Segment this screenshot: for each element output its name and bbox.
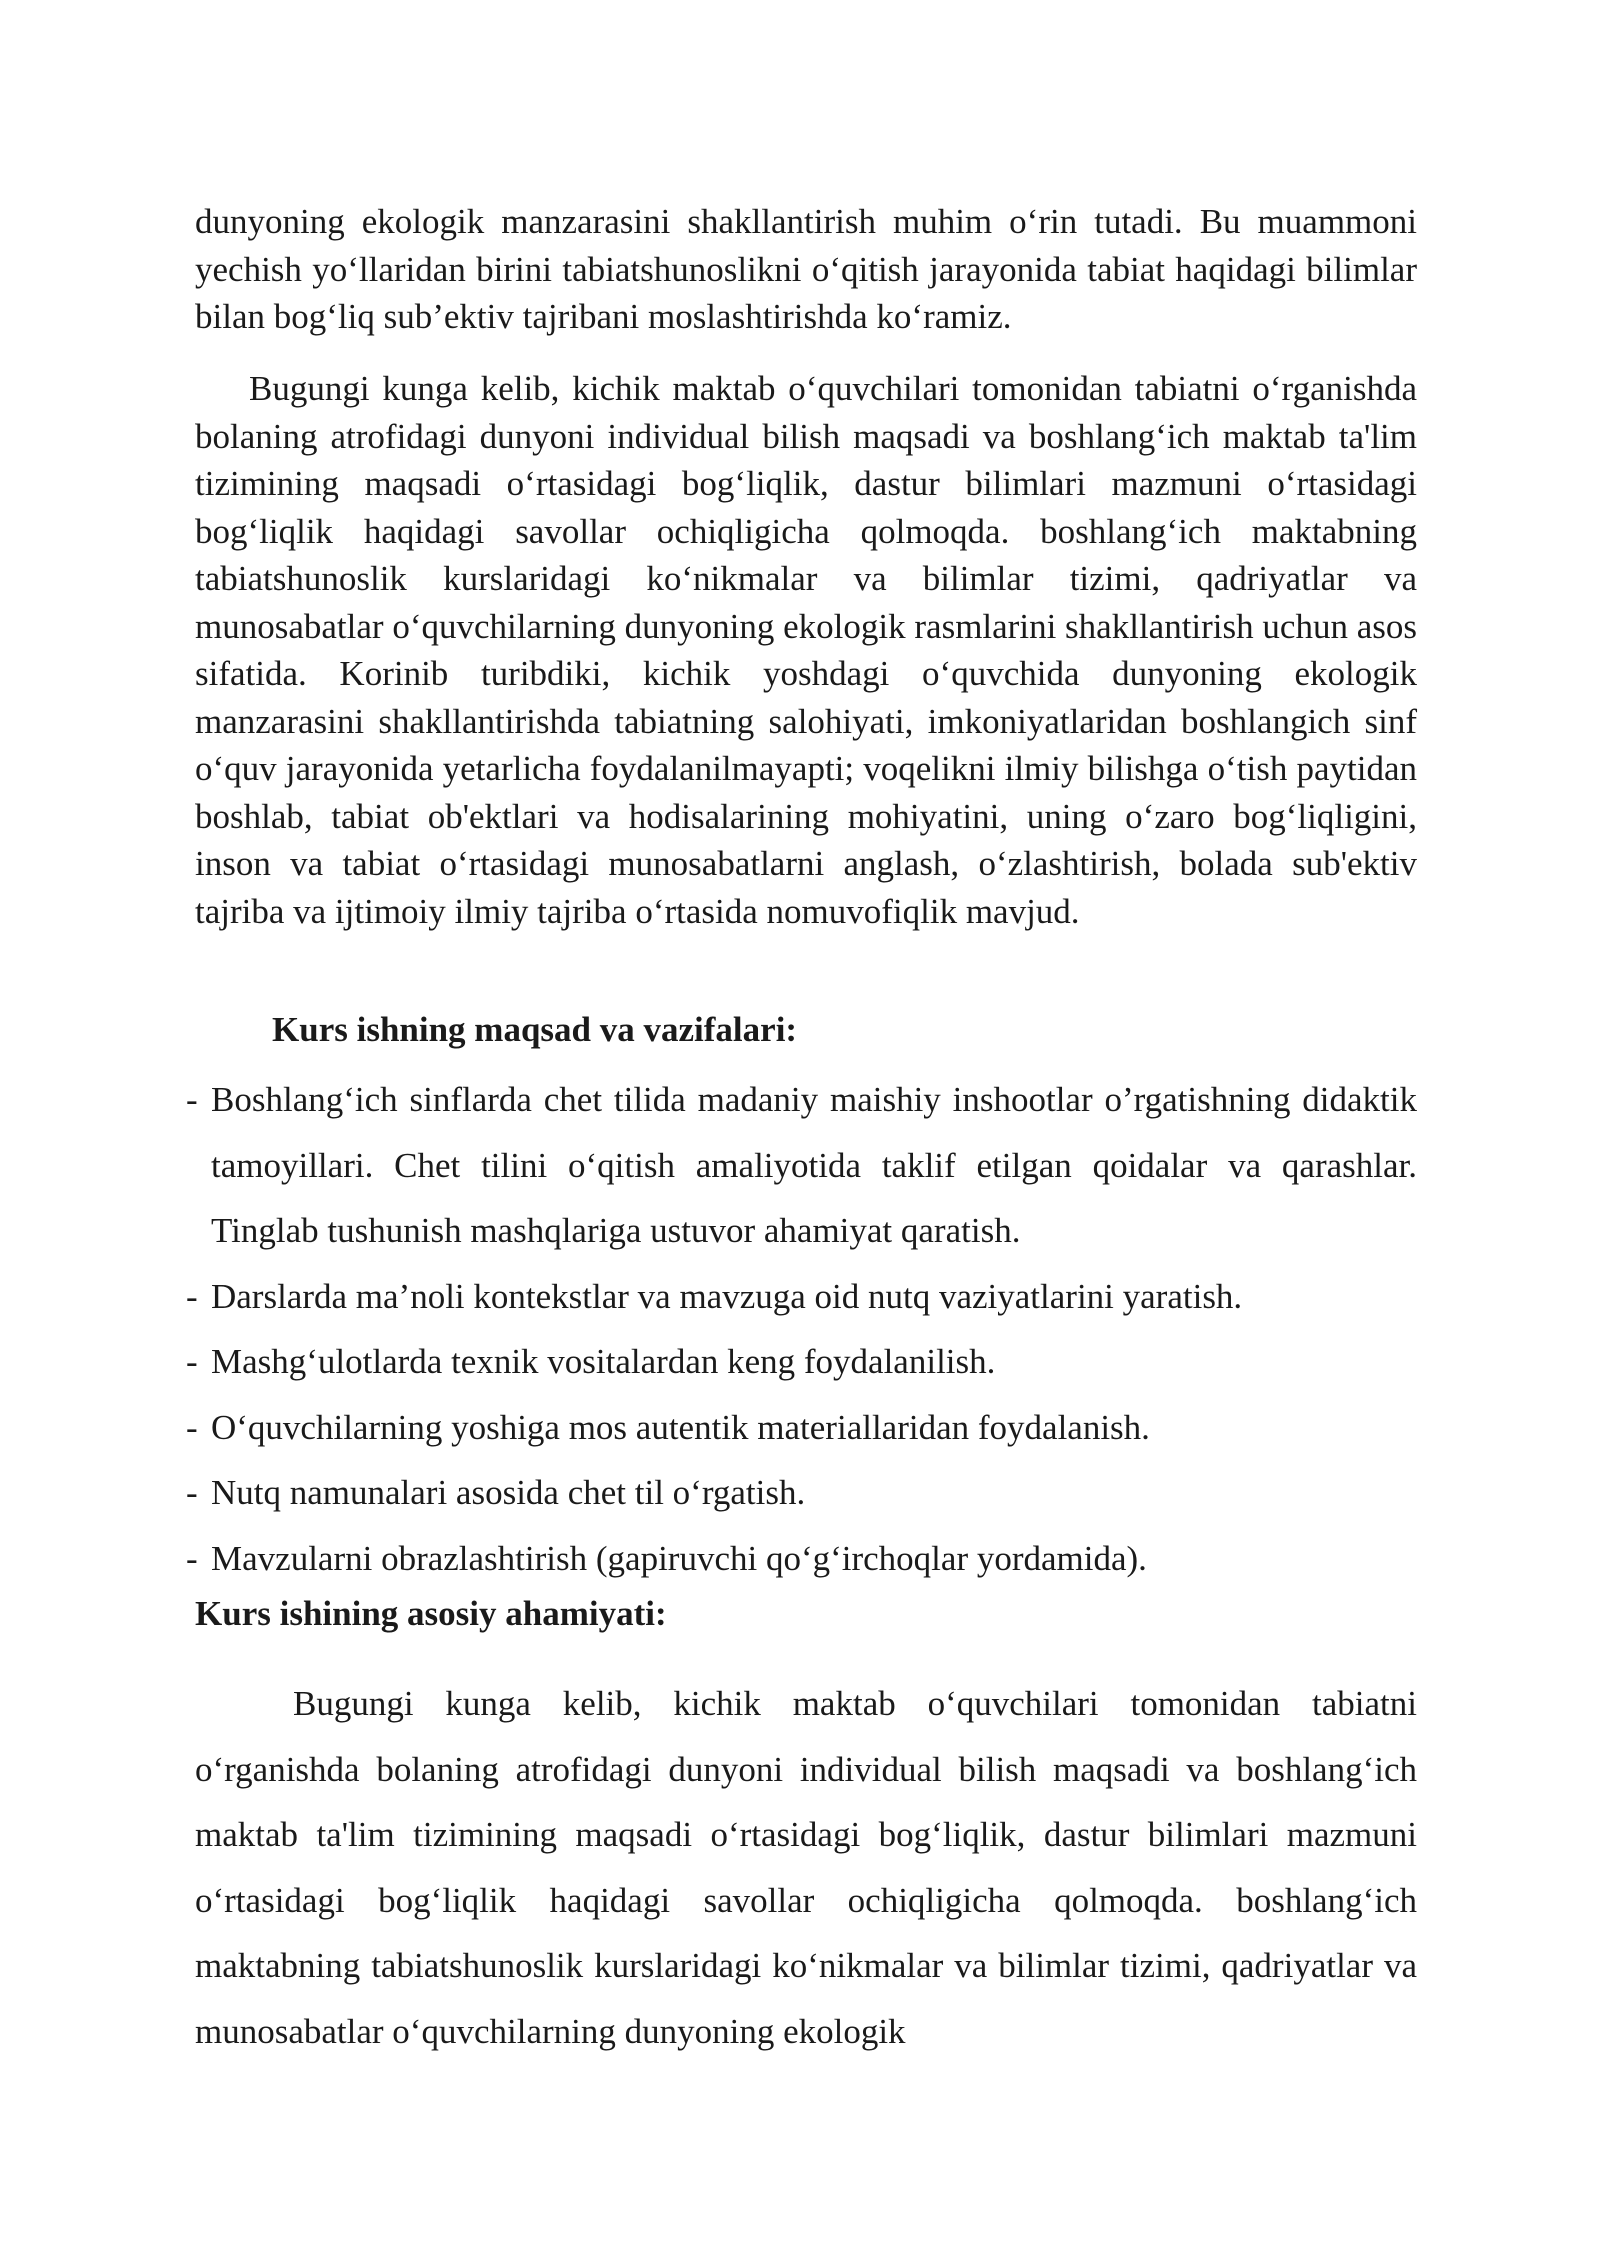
- list-item-text: Mashg‘ulotlarda texnik vositalardan keng foydalanilish.: [211, 1342, 996, 1381]
- list-item: [186, 1395, 1417, 1461]
- goals-heading: Kurs ishning maqsad va vazifalari:: [272, 1010, 798, 1049]
- list-item: [186, 1264, 1417, 1330]
- list-item: [186, 1526, 1417, 1592]
- list-item: [186, 1329, 1417, 1395]
- goals-list: [186, 1067, 1417, 1591]
- importance-paragraph: Bugungi kunga kelib, kichik maktab o‘quvchilari tomonidan tabiatni o‘rganishda bolaning atrofidagi dunyoni individual bilish maqsadi va boshlang‘ich maktab ta'lim tizimining maqsadi o‘rtasidagi bog‘liqlik, dastur bilimlari mazmuni o‘rtasidagi bog‘liqlik haqidagi savollar ochiqligicha qolmoqda. boshlang‘ich maktabning tabiatshunoslik kurslaridagi ko‘nikmalar va bilimlar tizimi, qadriyatlar va munosabatlar o‘quvchilarning dunyoning ekologik: [195, 1684, 1417, 2051]
- list-item: [186, 1460, 1417, 1526]
- importance-heading: Kurs ishining asosiy ahamiyati:: [195, 1594, 667, 1633]
- list-dash: -: [186, 1473, 198, 1512]
- list-dash: -: [186, 1276, 198, 1316]
- list-item-text: Boshlang‘ich sinflarda chet tilida madaniy maishiy inshootlar o’rgatishning didaktik tamoyillari. Chet tilini o‘qitish amaliyotida taklif etilgan qoidalar va qarashlar. Tinglab tushunish mashqlariga ustuvor ahamiyat qaratish.: [211, 1080, 1417, 1250]
- list-item-text: Mavzularni obrazlashtirish (gapiruvchi qo‘g‘irchoqlar yordamida).: [211, 1538, 1147, 1578]
- body-paragraph: Bugungi kunga kelib, kichik maktab o‘quvchilari tomonidan tabiatni o‘rganishda bolaning atrofidagi dunyoni individual bilish maqsadi va boshlang‘ich maktab ta'lim tizimining maqsadi o‘rtasidagi bog‘liqlik, dastur bilimlari mazmuni o‘rtasidagi bog‘liqlik haqidagi savollar ochiqligicha qolmoqda. boshlang‘ich maktabning tabiatshunoslik kurslaridagi ko‘nikmalar va bilimlar tizimi, qadriyatlar va munosabatlar o‘quvchilarning dunyoning ekologik rasmlarini shakllantirish uchun asos sifatida. Korinib turibdiki, kichik yoshdagi o‘quvchida dunyoning ekologik manzarasini shakllantirishda tabiatning salohiyati, imkoniyatlaridan boshlangich sinf o‘quv jarayonida yetarlicha foydalanilmayapti; voqelikni ilmiy bilishga o‘tish paytidan boshlab, tabiat ob'ektlari va hodisalarining mohiyatini, uning o‘zaro bog‘liqligini, inson va tabiat o‘rtasidagi munosabatlarni anglash, o‘zlashtirish, bolada sub'ektiv tajriba va ijtimoiy ilmiy tajriba o‘rtasida nomuvofiqlik mavjud.: [195, 369, 1417, 931]
- list-dash: -: [186, 1342, 198, 1381]
- list-item-text: Darslarda ma’noli kontekstlar va mavzuga oid nutq vaziyatlarini yaratish.: [211, 1276, 1243, 1316]
- list-item: [186, 1067, 1417, 1264]
- intro-paragraph: dunyoning ekologik manzarasini shakllantirish muhim o‘rin tutadi. Bu muammoni yechish yo‘llaridan birini tabiatshunoslikni o‘qitish jarayonida tabiat haqidagi bilimlar bilan bog‘liq sub’ektiv tajribani moslashtirishda ko‘ramiz.: [195, 202, 1417, 336]
- list-dash: -: [186, 1080, 198, 1119]
- list-dash: -: [186, 1407, 198, 1447]
- list-item-text: Nutq namunalari asosida chet til o‘rgatish.: [211, 1473, 806, 1512]
- list-dash: -: [186, 1538, 198, 1578]
- list-item-text: O‘quvchilarning yoshiga mos autentik materiallaridan foydalanish.: [211, 1407, 1150, 1447]
